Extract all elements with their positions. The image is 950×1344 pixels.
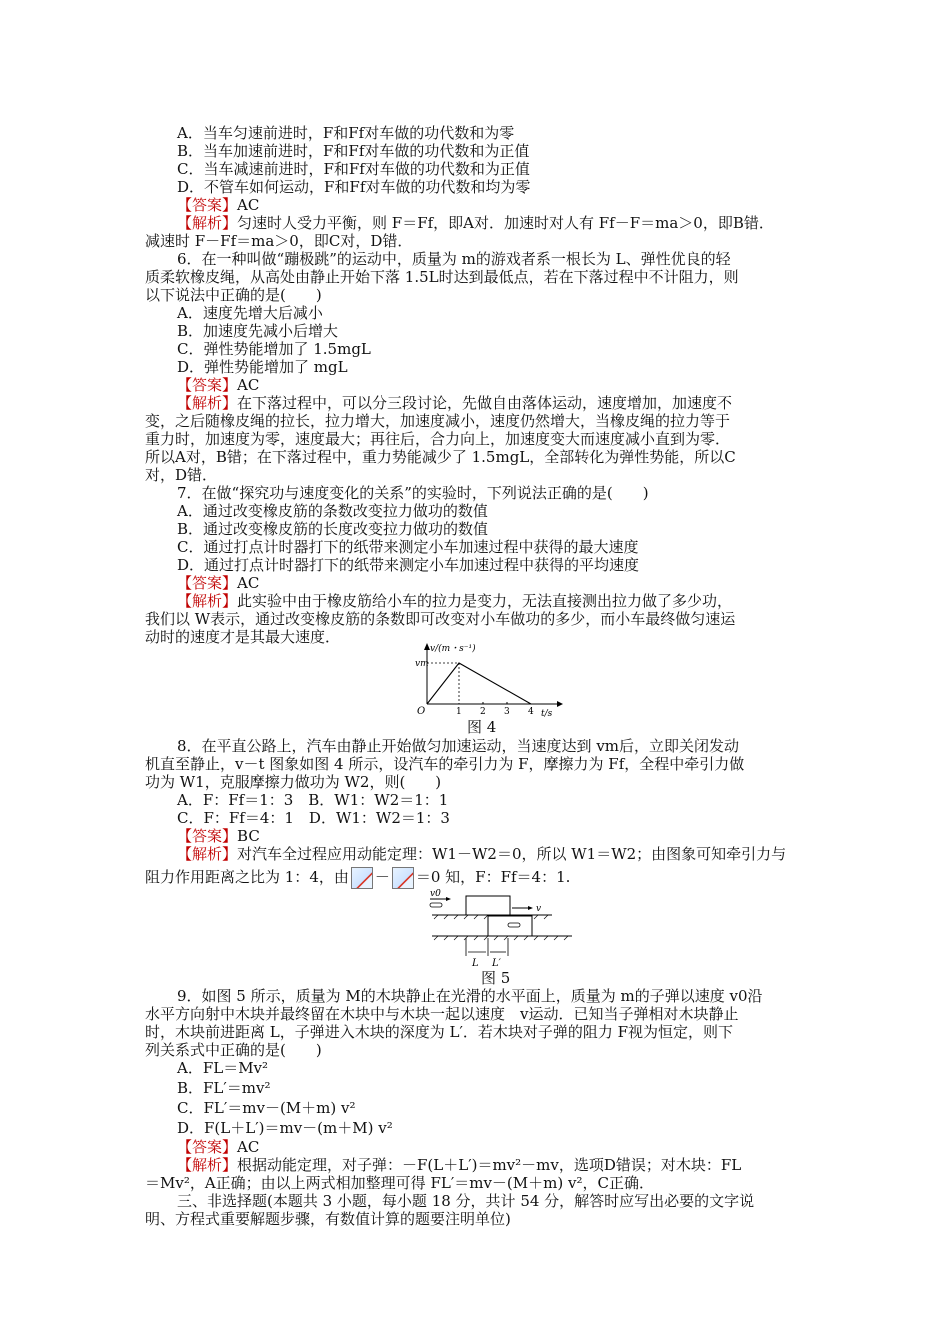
origin-label: O [417,706,426,717]
vt-curve [427,663,531,704]
section-3-heading-cont: 明、方程式重要解题步骤，有数值计算的题要注明单位) [145,1210,511,1228]
q9-stem-line: 时，木块前进距离 L，子弹进入木块的深度为 L′．若木块对子弹的阻力 F视为恒定，则下 [145,1023,734,1041]
block-after [488,916,532,936]
q8-stem-line: 功为 W1，克服摩擦力做功为 W2，则( ) [145,773,442,791]
q8-stem-line: 8．在平直公路上，汽车由静止开始做匀加速运动，当速度达到 vm后，立即关闭发动 [177,737,740,755]
block-before [466,896,510,915]
q5-option-a: A．当车匀速前进时，F和Ff对车做的功代数和为零 [177,124,515,142]
q6-stem-line: 6．在一种叫做“蹦极跳”的运动中，质量为 m的游戏者系一根长为 L、弹性优良的轻 [177,250,731,268]
q8-answer: 【答案】BC [177,827,260,845]
q9-analysis-line: 【解析】根据动能定理，对子弹：－F(L＋L′)＝mv²－mv，选项D错误；对木块：FL [177,1156,742,1174]
lp-label: L′ [492,958,501,969]
q6-analysis-line: 【解析】在下落过程中，可以分三段讨论，先做自由落体运动，速度增加，加速度不 [177,394,733,412]
figure-5-caption: 图 5 [481,969,511,987]
answer-tag: 【答案】 [177,196,238,214]
q6-analysis-line: 对，D错． [145,466,218,484]
x-axis-arrow [557,701,563,707]
q6-stem-line: 质柔软橡皮绳，从高处由静止开始下落 1.5L时达到最低点，若在下落过程中不计阻力，则 [145,268,739,286]
q6-option-b: B．加速度先减小后增大 [177,322,339,340]
q6-option-d: D．弹性势能增加了 mgL [177,358,348,376]
q9-option-d: D．F(L＋L′)＝mv－(m＋M) v² [177,1119,393,1137]
broken-image-icon [392,867,414,889]
q7-option-c: C．通过打点计时器打下的纸带来测定小车加速过程中获得的最大速度 [177,538,639,556]
q7-answer: 【答案】AC [177,574,260,592]
answer-value: AC [237,196,260,214]
q7-analysis-line: 【解析】此实验中由于橡皮筋给小车的拉力是变力，无法直接测出拉力做了多少功， [177,592,733,610]
q7-analysis-line: 我们以 W表示，通过改变橡皮筋的条数即可改变对小车做功的多少，而小车最终做匀速运 [145,610,736,628]
q7-analysis-line: 动时的速度才是其最大速度． [145,628,341,646]
q8-stem-line: 机直至静止，v－t 图象如图 4 所示，设汽车的牵引力为 F，摩擦力为 Ff，全程中牵引力做 [145,755,745,773]
tick-label: 4 [528,707,534,717]
q7-stem: 7．在做“探究功与速度变化的关系”的实验时，下列说法正确的是( ) [177,484,649,502]
q5-option-d: D．不管车如何运动，F和Ff对车做的功代数和均为零 [177,178,531,196]
section-3-heading: 三、非选择题(本题共 3 小题，每小题 18 分，共计 54 分，解答时应写出必要的文字说 [177,1192,755,1210]
l-label: L [472,958,479,969]
v0-arrowhead [446,897,451,901]
q9-stem-line: 9．如图 5 所示，质量为 M的木块静止在光滑的水平面上，质量为 m的子弹以速度 v0沿 [177,987,763,1005]
q9-option-b: B．FL′＝mv² [177,1079,271,1097]
q6-option-a: A．速度先增大后减小 [177,304,323,322]
v-label: v [536,904,542,914]
y-axis-label: v/(m・s⁻¹) [430,644,476,654]
figure-5-bullet-block [428,886,576,972]
q9-option-a: A．FL＝Mv² [177,1059,269,1077]
q6-analysis-line: 变，之后随橡皮绳的拉长，拉力增大，加速度减小，速度仍然增大，当橡皮绳的拉力等于 [145,412,731,430]
tick-label: 3 [504,707,510,717]
q6-option-c: C．弹性势能增加了 1.5mgL [177,340,371,358]
q5-option-c: C．当车减速前进时，F和Ff对车做的功代数和为正值 [177,160,530,178]
q6-answer: 【答案】AC [177,376,260,394]
q5-answer [177,196,259,214]
q9-analysis-line: ＝Mv²，A正确；由以上两式相加整理可得 FL′＝mv－(M＋m) v²，C正确． [145,1174,654,1192]
tick-label: 1 [456,707,462,717]
broken-image-icon [351,867,373,889]
q5-analysis-line: 减速时 F－Ff＝ma＞0，即C对，D错． [145,232,413,250]
analysis-tag: 【解析】 [177,214,238,232]
vm-label: vm [415,659,429,669]
q6-stem-line: 以下说法中正确的是( ) [145,286,322,304]
q8-analysis-line: 【解析】对汽车全过程应用动能定理：W1－W2＝0，所以 W1＝W2；由图象可知牵引力与 [177,845,787,863]
v0-label: v0 [430,889,441,899]
figure-4-caption: 图 4 [467,718,497,736]
x-axis-label: t/s [541,709,553,718]
q9-option-c: C．FL′＝mv－(M＋m) v² [177,1099,356,1117]
v-arrowhead [528,906,533,910]
q9-stem-line: 水平方向射中木块并最终留在木块中与木块一起以速度 v运动．已知当子弹相对木块静止 [145,1005,739,1023]
q7-option-d: D．通过打点计时器打下的纸带来测定小车加速过程中获得的平均速度 [177,556,640,574]
q7-option-a: A．通过改变橡皮筋的条数改变拉力做功的数值 [177,502,488,520]
q7-option-b: B．通过改变橡皮筋的长度改变拉力做功的数值 [177,520,489,538]
tick-label: 2 [480,707,486,717]
q9-answer: 【答案】AC [177,1138,260,1156]
q9-stem-line: 列关系式中正确的是( ) [145,1041,322,1059]
q5-analysis-line: 【解析】匀速时人受力平衡，则 F＝Ff，即A对．加速时对人有 Ff－F＝ma＞0，即B错． [177,214,774,232]
figure-4-vt-graph [405,642,565,718]
ground-hatch-2 [434,936,568,940]
q6-analysis-line: 所以A对，B错；在下落过程中，重力势能减少了 1.5mgL，全部转化为弹性势能，所以C [145,448,736,466]
q8-options-cd: C．F：Ff＝4：1 D．W1：W2＝1：3 [177,809,450,827]
bullet-icon [430,903,442,907]
q6-analysis-line: 重力时，加速度为零，速度最大；再往后，合力向上，加速度变大而速度减小直到为零． [145,430,731,448]
q8-options-ab: A．F：Ff＝1：3 B．W1：W2＝1：1 [177,791,449,809]
q8-analysis-line: 阻力作用距离之比为 1：4，由 － ＝0 知，F：Ff＝4：1. [145,866,570,889]
q5-option-b: B．当车加速前进时，F和Ff对车做的功代数和为正值 [177,142,530,160]
